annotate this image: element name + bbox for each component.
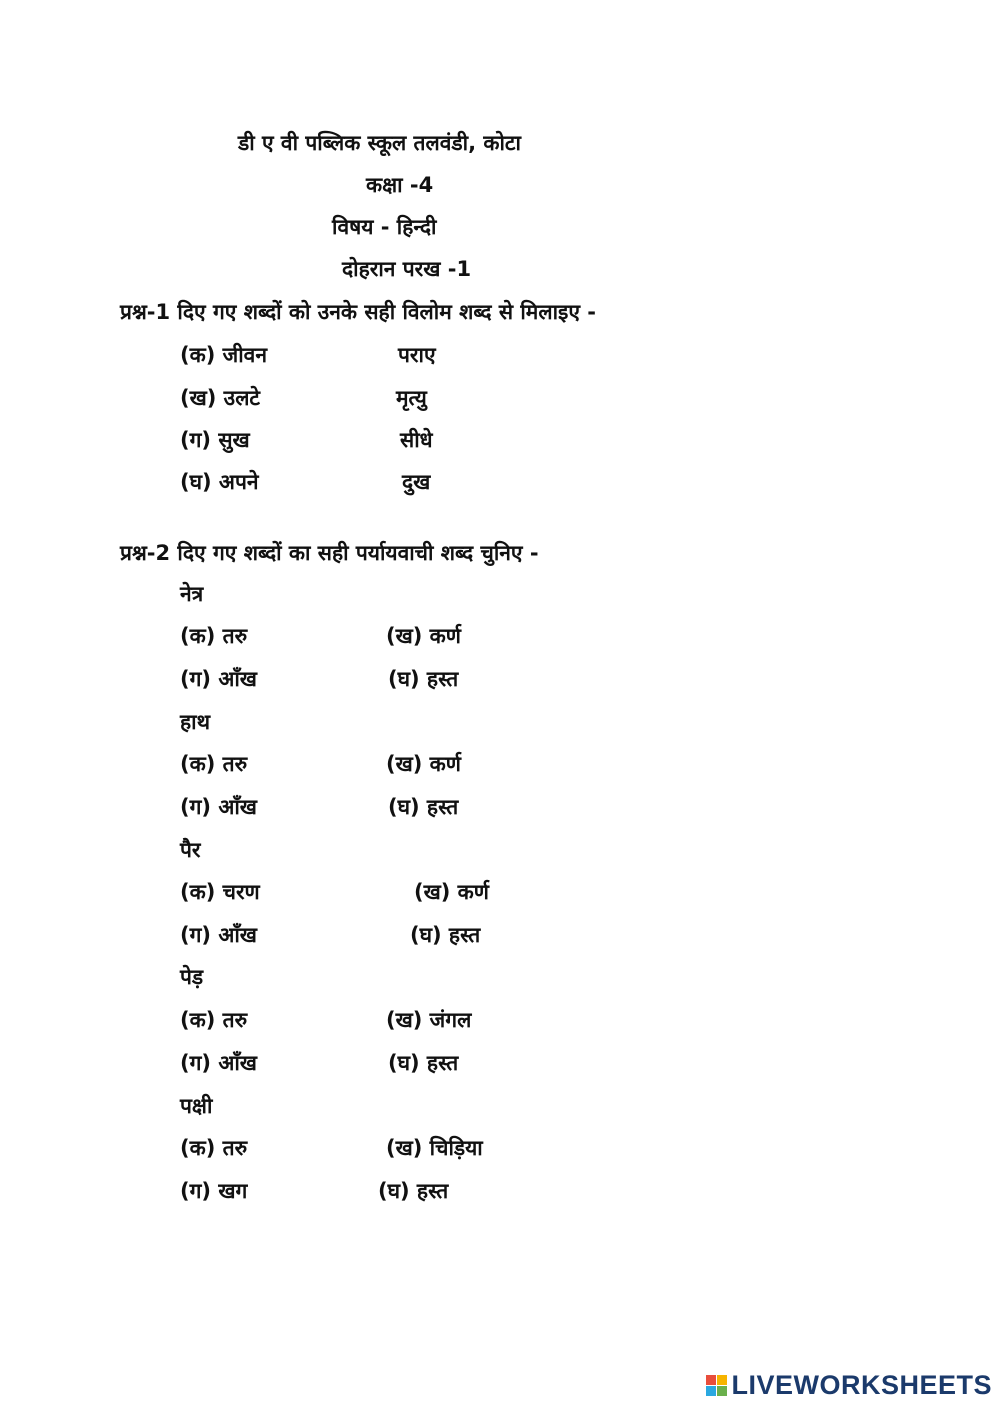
q2-option: (घ) हस्त: [410, 923, 481, 947]
q2-option: (घ) हस्त: [378, 1179, 449, 1203]
q2-word: पक्षी: [180, 1094, 213, 1118]
q2-option: (ख) कर्ण: [386, 624, 461, 648]
q2-option: (ख) चिड़िया: [386, 1136, 483, 1160]
q1-left-item: (घ) अपने: [180, 470, 259, 494]
q2-option: (क) चरण: [180, 880, 260, 904]
q2-option: (घ) हस्त: [388, 667, 459, 691]
q2-option: (ख) कर्ण: [386, 752, 461, 776]
q1-right-item: मृत्यु: [396, 386, 427, 410]
q2-option: (ख) जंगल: [386, 1008, 472, 1032]
q2-option: (ख) कर्ण: [414, 880, 489, 904]
q1-left-item: (ग) सुख: [180, 428, 250, 452]
q2-option: (क) तरु: [180, 1008, 248, 1032]
logo-text: LIVEWORKSHEETS: [731, 1370, 992, 1400]
q2-word: हाथ: [180, 710, 211, 734]
q2-option: (ग) आँख: [180, 923, 257, 947]
q1-left-item: (ख) उलटे: [180, 386, 261, 410]
test-title: दोहरान परख -1: [342, 257, 472, 281]
q2-option: (क) तरु: [180, 624, 248, 648]
q2-option: (घ) हस्त: [388, 795, 459, 819]
q2-option: (घ) हस्त: [388, 1051, 459, 1075]
q1-right-item: पराए: [398, 343, 436, 367]
q2-word: नेत्र: [180, 582, 204, 606]
q2-option: (ग) आँख: [180, 795, 257, 819]
q2-option: (ग) खग: [180, 1179, 248, 1203]
subject-label: विषय - हिन्दी: [332, 215, 437, 239]
q2-option: (क) तरु: [180, 752, 248, 776]
liveworksheets-logo-icon: [706, 1375, 727, 1396]
class-label: कक्षा -4: [366, 173, 434, 197]
q1-right-item: दुख: [402, 470, 431, 494]
q1-left-item: (क) जीवन: [180, 343, 267, 367]
question-1-title: प्रश्न-1 दिए गए शब्दों को उनके सही विलोम शब्द से मिलाइए -: [120, 300, 596, 324]
liveworksheets-logo: [706, 1370, 992, 1401]
q2-word: पैर: [180, 838, 201, 862]
q2-option: (क) तरु: [180, 1136, 248, 1160]
q2-option: (ग) आँख: [180, 667, 257, 691]
school-name: डी ए वी पब्लिक स्कूल तलवंडी, कोटा: [238, 131, 521, 155]
q1-right-item: सीधे: [400, 428, 433, 452]
q2-option: (ग) आँख: [180, 1051, 257, 1075]
question-2-title: प्रश्न-2 दिए गए शब्दों का सही पर्यायवाची शब्द चुनिए -: [120, 541, 539, 565]
q2-word: पेड़: [180, 965, 204, 989]
